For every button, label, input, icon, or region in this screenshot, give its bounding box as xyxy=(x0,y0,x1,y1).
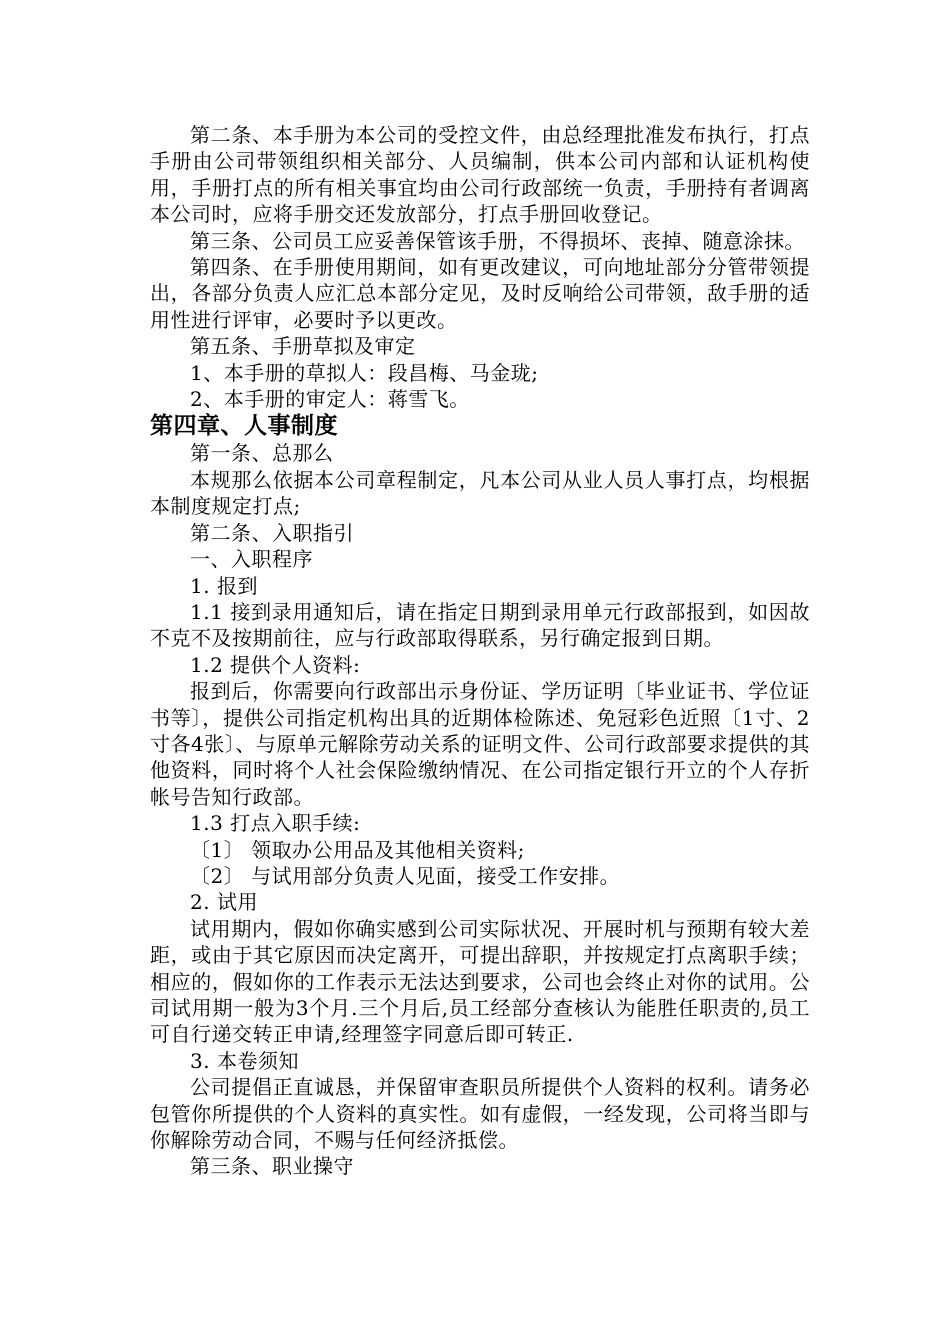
paragraph: 本规那么依据本公司章程制定，凡本公司从业人员人事打点，均根据本制度规定打点; xyxy=(150,467,810,519)
paragraph: 试用期内，假如你确实感到公司实际状况、开展时机与预期有较大差距，或由于其它原因而决定离开，可提出辞职，并按规定打点离职手续；相应的，假如你的工作表示无法达到要求，公司也会终止对你的试用。公司试用期一般为3个月.三个月后,员工经部分查核认为能胜任职责的,员工可自行递交转正申请,经理签字同意后即可转正. xyxy=(150,916,810,1047)
paragraph: 3. 本卷须知 xyxy=(190,1048,299,1073)
paragraph: 〔1〕 领取办公用品及其他相关资料; xyxy=(190,837,525,862)
paragraph: 第四条、在手册使用期间，如有更改建议，可向地址部分分管带领提出，各部分负责人应汇总本部分定见，及时反响给公司带领，敌手册的适用性进行评审，必要时予以更改。 xyxy=(150,255,810,332)
paragraph: 第二条、本手册为本公司的受控文件，由总经理批准发布执行，打点手册由公司带领组织相关部分、人员编制，供本公司内部和认证机构使用，手册打点的所有相关事宜均由公司行政部统一负责，手册持有者调离本公司时，应将手册交还发放部分，打点手册回收登记。 xyxy=(150,123,810,227)
paragraph: 第三条、职业操守 xyxy=(190,1154,354,1179)
paragraph: 2. 试用 xyxy=(190,890,258,915)
paragraph: 第五条、手册草拟及审定 xyxy=(190,334,416,359)
paragraph: 1. 报到 xyxy=(190,573,258,598)
paragraph: 1.2 提供个人资料: xyxy=(190,652,361,677)
paragraph: 报到后，你需要向行政部出示身份证、学历证明〔毕业证书、学位证书等〕，提供公司指定机构出具的近期体检陈述、免冠彩色近照〔1寸、2寸各4张〕、与原单元解除劳动关系的证明文件、公司行政部要求提供的其他资料，同时将个人社会保险缴纳情况、在公司指定银行开立的个人存折帐号告知行政部。 xyxy=(150,679,810,809)
paragraph: 1.1 接到录用通知后，请在指定日期到录用单元行政部报到，如因故不克不及按期前往，应与行政部取得联系，另行确定报到日期。 xyxy=(150,599,810,651)
paragraph: 第一条、总那么 xyxy=(190,441,334,466)
paragraph: 2、本手册的审定人：蒋雪飞。 xyxy=(190,387,470,412)
paragraph: 第三条、公司员工应妥善保管该手册，不得损坏、丧掉、随意涂抹。 xyxy=(190,228,805,253)
paragraph: 1.3 打点入职手续: xyxy=(190,811,361,836)
paragraph: 〔2〕 与试用部分负责人见面，接受工作安排。 xyxy=(190,863,621,888)
paragraph: 第二条、入职指引 xyxy=(190,520,354,545)
chapter-heading: 第四章、人事制度 xyxy=(150,412,338,440)
paragraph: 1、本手册的草拟人：段昌梅、马金珑; xyxy=(190,360,539,385)
paragraph: 一、入职程序 xyxy=(190,547,313,572)
paragraph: 公司提倡正直诚恳，并保留审查职员所提供个人资料的权利。请务必包管你所提供的个人资料的真实性。如有虚假，一经发现，公司将当即与你解除劳动合同，不赐与任何经济抵偿。 xyxy=(150,1075,810,1153)
